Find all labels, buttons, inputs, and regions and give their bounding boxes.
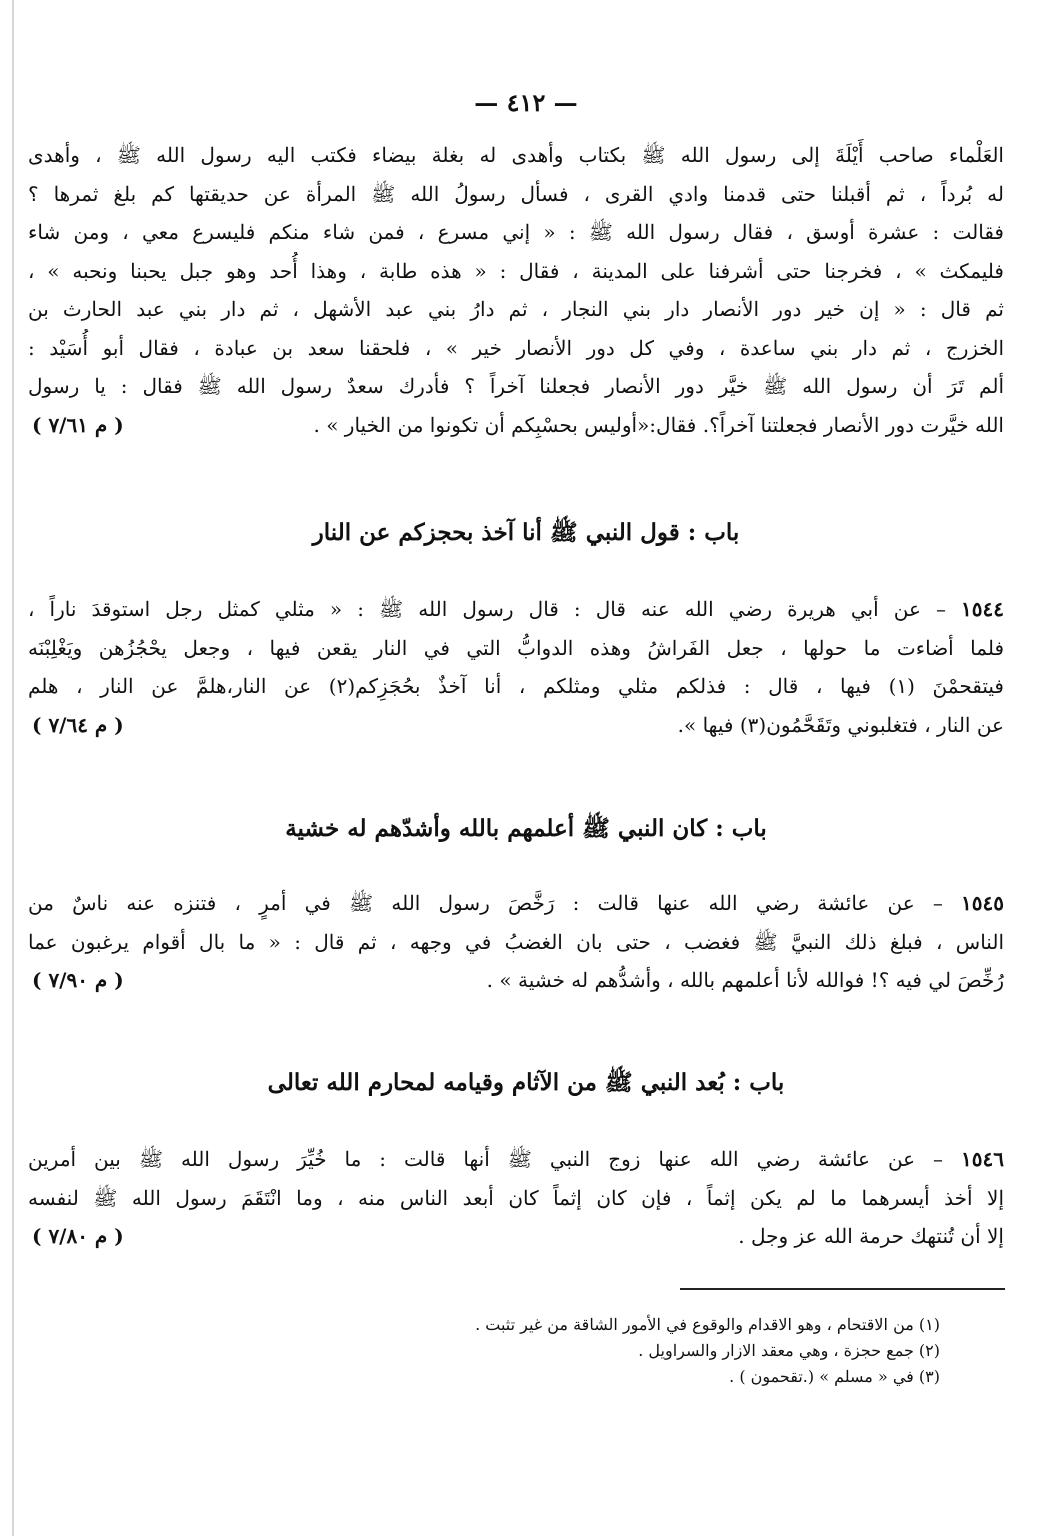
text-line-content: عن النار ، فتغلبوني وتَقَحَّمُون(٣) فيها ». bbox=[677, 712, 1004, 737]
text-line: الخزرج ، ثم دار بني ساعدة ، وفي كل دور الأنصار خير » ، فلحقنا سعد بن عبادة ، فقال أبو أُسَيْد : bbox=[28, 335, 1004, 360]
text-line-content: – عن عائشة رضي الله عنها قالت : رَخَّصَ رسول الله ﷺ في أمرٍ ، فتنزه عنه ناسٌ من bbox=[28, 891, 943, 915]
text-line: فليمكث » ، فخرجنا حتى أشرفنا على المدينة ، فقال : « هذه طابة ، وهذا أُحد وهو جبل يحبنا ونحبه » ، bbox=[28, 258, 1004, 283]
text-line bbox=[28, 406, 1004, 445]
text-line bbox=[28, 590, 1004, 629]
text-line-content: الله خيَّرت دور الأنصار فجعلتنا آخراً؟. فقال:«أوليس بحسْبِكم أن تكونوا من الخيار » . bbox=[313, 412, 1004, 437]
page-edge-shadow bbox=[12, 0, 14, 1536]
text-line-content: رُخِّصَ لي فيه ؟! فوالله لأنا أعلمهم بالله ، وأشدُّهم له خشية » . bbox=[486, 968, 1004, 992]
chapter-heading: باب : كان النبي ﷺ أعلمهم بالله وأشدّهم له خشية bbox=[285, 815, 767, 842]
footnotes bbox=[300, 1312, 940, 1390]
footnote: (٣) في « مسلم » (.تقحمون ) . bbox=[729, 1367, 940, 1386]
source-reference: ( م ٧/٨٠ ) bbox=[32, 1224, 124, 1248]
source-reference: ( م ٧/٩٠ ) bbox=[32, 968, 124, 992]
text-line: الناس ، فبلغ ذلك النبيَّ ﷺ فغضب ، حتى بان الغضبُ في وجهه ، ثم قال : « ما بال أقوام يرغبون عما bbox=[28, 929, 1004, 954]
source-reference: ( م ٧/٦٤ ) bbox=[32, 712, 124, 737]
footnote: (٢) جمع حجزة ، وهي معقد الازار والسراويل . bbox=[638, 1341, 940, 1360]
hadith-number: ١٥٤٥ bbox=[961, 891, 1004, 915]
chapter-heading: باب : بُعد النبي ﷺ من الآثام وقيامه لمحارم الله تعالى bbox=[267, 1069, 785, 1096]
text-line: العَلْماء صاحب أَيْلَةَ إلى رسول الله ﷺ بكتاب وأهدى له بغلة بيضاء فكتب اليه رسول الله ﷺ ، وأهدى bbox=[28, 143, 1004, 167]
hadith-number: ١٥٤٦ bbox=[961, 1147, 1004, 1171]
text-line bbox=[28, 961, 1004, 1000]
text-line bbox=[28, 1140, 1004, 1179]
chapter-heading: باب : قول النبي ﷺ أنا آخذ بحجزكم عن النار bbox=[312, 519, 740, 546]
page-number: — ٤١٢ — bbox=[474, 88, 578, 117]
hadith-1546 bbox=[28, 1140, 1004, 1256]
text-line: ألم تَرَ أن رسول الله ﷺ خيَّر دور الأنصار فجعلنا آخراً ؟ فأدرك سعدٌ رسول الله ﷺ فقال : يا رسول bbox=[28, 374, 1004, 398]
text-line: ثم قال : « إن خير دور الأنصار دار بني النجار ، ثم دارُ بني عبد الأشهل ، ثم دار بني عبد الحارث بن bbox=[28, 297, 1004, 321]
footnote: (١) من الاقتحام ، وهو الاقدام والوقوع في الأمور الشاقة من غير تثبت . bbox=[475, 1315, 940, 1334]
hadith-1544 bbox=[28, 590, 1004, 744]
text-line bbox=[28, 884, 1004, 923]
text-line: له بُرداً ، ثم أقبلنا حتى قدمنا وادي القرى ، فسأل رسولُ الله ﷺ المرأة عن حديقتها كم بلغ ثمرها ؟ bbox=[28, 181, 1004, 206]
text-line-content: – عن عائشة رضي الله عنها زوج النبي ﷺ أنها قالت : ما خُيِّرَ رسول الله ﷺ بين أمرين bbox=[28, 1147, 944, 1171]
hadith-1545 bbox=[28, 884, 1004, 1000]
footnote-divider bbox=[680, 1288, 1005, 1290]
text-line bbox=[28, 706, 1004, 745]
text-line: فقالت : عشرة أوسق ، فقال رسول الله ﷺ : « إني مسرع ، فمن شاء منكم فليسرع معي ، ومن شاء bbox=[28, 220, 1004, 244]
text-line: إلا أخذ أيسرهما ما لم يكن إثماً ، فإن كان إثماً كان أبعد الناس منه ، وما انْتَقَمَ رسول الله ﷺ لنفسه bbox=[28, 1185, 1004, 1210]
text-line-content: – عن أبي هريرة رضي الله عنه قال : قال رسول الله ﷺ : « مثلي كمثل رجل استوقدَ ناراً ، bbox=[28, 597, 946, 621]
source-reference: ( م ٧/٦١ ) bbox=[32, 412, 124, 437]
intro-paragraph bbox=[28, 136, 1004, 444]
text-line: فيتقحمْنَ (١) فيها ، قال : فذلكم مثلي ومثلكم ، أنا آخذٌ بحُجَزِكم(٢) عن النار،هلمَّ عن النار ، هلم bbox=[28, 674, 1004, 698]
hadith-number: ١٥٤٤ bbox=[961, 597, 1004, 621]
text-line-content: إلا أن تُنتهك حرمة الله عز وجل . bbox=[738, 1224, 1004, 1248]
text-line: فلما أضاءت ما حولها ، جعل الفَراشُ وهذه الدوابُّ التي في النار يقعن فيها ، وجعل يحْجُزُهن ويَغْلِبْنَه bbox=[28, 635, 1004, 660]
text-line bbox=[28, 1217, 1004, 1256]
